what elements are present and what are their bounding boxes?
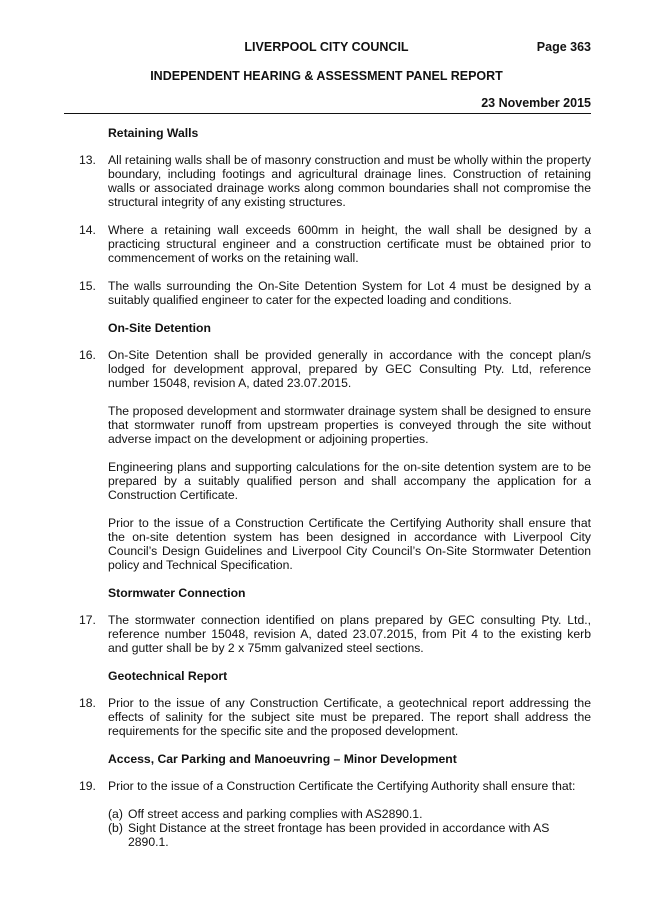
condition-item	[79, 223, 591, 265]
council-name: LIVERPOOL CITY COUNCIL	[244, 40, 409, 54]
sub-item-text: Off street access and parking complies with AS2890.1.	[128, 807, 423, 821]
condition-body	[108, 613, 591, 655]
report-date: 23 November 2015	[481, 96, 591, 110]
section-heading: Stormwater Connection	[108, 586, 246, 600]
condition-paragraph: The proposed development and stormwater drainage system shall be designed to ensure that stormwater runoff from upstream properties is conveyed through the site without adverse impact on the development or adjoining properties.	[108, 404, 591, 446]
condition-paragraph: The walls surrounding the On-Site Detention System for Lot 4 must be designed by a suitably qualified engineer to cater for the expected loading and conditions.	[108, 279, 591, 307]
condition-number: 17.	[79, 613, 96, 627]
condition-item	[79, 348, 591, 572]
condition-paragraph: Prior to the issue of a Construction Certificate the Certifying Authority shall ensure that the on-site detention system has been designed in accordance with Liverpool City Council’s Design Guidelines and Liverpool City Council’s On-Site Stormwater Detention policy and Technical Specification.	[108, 516, 591, 572]
section-heading: Geotechnical Report	[108, 669, 228, 683]
condition-paragraph: Where a retaining wall exceeds 600mm in height, the wall shall be designed by a practicing structural engineer and a construction certificate must be obtained prior to commencement of works on the retaining wall.	[108, 223, 591, 265]
section-heading: On-Site Detention	[108, 321, 211, 335]
condition-item	[79, 153, 591, 209]
sub-item-label: (a)	[108, 807, 123, 821]
condition-item	[79, 279, 591, 307]
condition-number: 16.	[79, 348, 96, 362]
condition-number: 19.	[79, 779, 96, 793]
condition-body	[108, 153, 591, 209]
condition-item	[79, 779, 591, 849]
sub-item-label: (b)	[108, 821, 123, 835]
condition-number: 18.	[79, 696, 96, 710]
sub-list-item	[108, 807, 591, 821]
sub-list	[108, 807, 591, 849]
sub-list-item	[108, 821, 591, 849]
section-heading: Access, Car Parking and Manoeuvring – Minor Development	[108, 752, 457, 766]
report-title: INDEPENDENT HEARING & ASSESSMENT PANEL REPORT	[150, 69, 503, 83]
section-heading: Retaining Walls	[108, 126, 199, 140]
condition-number: 13.	[79, 153, 96, 167]
condition-paragraph: On-Site Detention shall be provided generally in accordance with the concept plan/s lodged for development approval, prepared by GEC Consulting Pty. Ltd, reference number 15048, revision A, dated 23.07.2015.	[108, 348, 591, 390]
page-number: Page 363	[536, 40, 591, 54]
condition-body	[108, 779, 591, 849]
sub-item-text: Sight Distance at the street frontage has been provided in accordance with AS 2890.1.	[128, 821, 550, 849]
condition-paragraph: Prior to the issue of a Construction Certificate the Certifying Authority shall ensure that:	[108, 779, 576, 793]
condition-body	[108, 696, 591, 738]
condition-item	[79, 696, 591, 738]
condition-number: 15.	[79, 279, 96, 293]
condition-paragraph: The stormwater connection identified on plans prepared by GEC consulting Pty. Ltd., reference number 15048, revision A, dated 23.07.2015, from Pit 4 to the existing kerb and gutter shall be by 2 x 75mm galvanized steel sections.	[108, 613, 591, 655]
condition-number: 14.	[79, 223, 96, 237]
header-divider	[64, 113, 591, 114]
condition-paragraph: Engineering plans and supporting calculations for the on-site detention system are to be prepared by a suitably qualified person and shall accompany the application for a Construction Certificate.	[108, 460, 591, 502]
condition-body	[108, 348, 591, 572]
condition-body	[108, 223, 591, 265]
condition-paragraph: Prior to the issue of any Construction Certificate, a geotechnical report addressing the effects of salinity for the subject site must be prepared. The report shall address the requirements for the specific site and the proposed development.	[108, 696, 591, 738]
condition-item	[79, 613, 591, 655]
condition-paragraph: All retaining walls shall be of masonry construction and must be wholly within the property boundary, including footings and agricultural drainage lines. Construction of retaining walls or associated drainage works along common boundaries shall not compromise the structural integrity of any existing structures.	[108, 153, 591, 209]
document-body	[79, 126, 591, 863]
condition-body	[108, 279, 591, 307]
